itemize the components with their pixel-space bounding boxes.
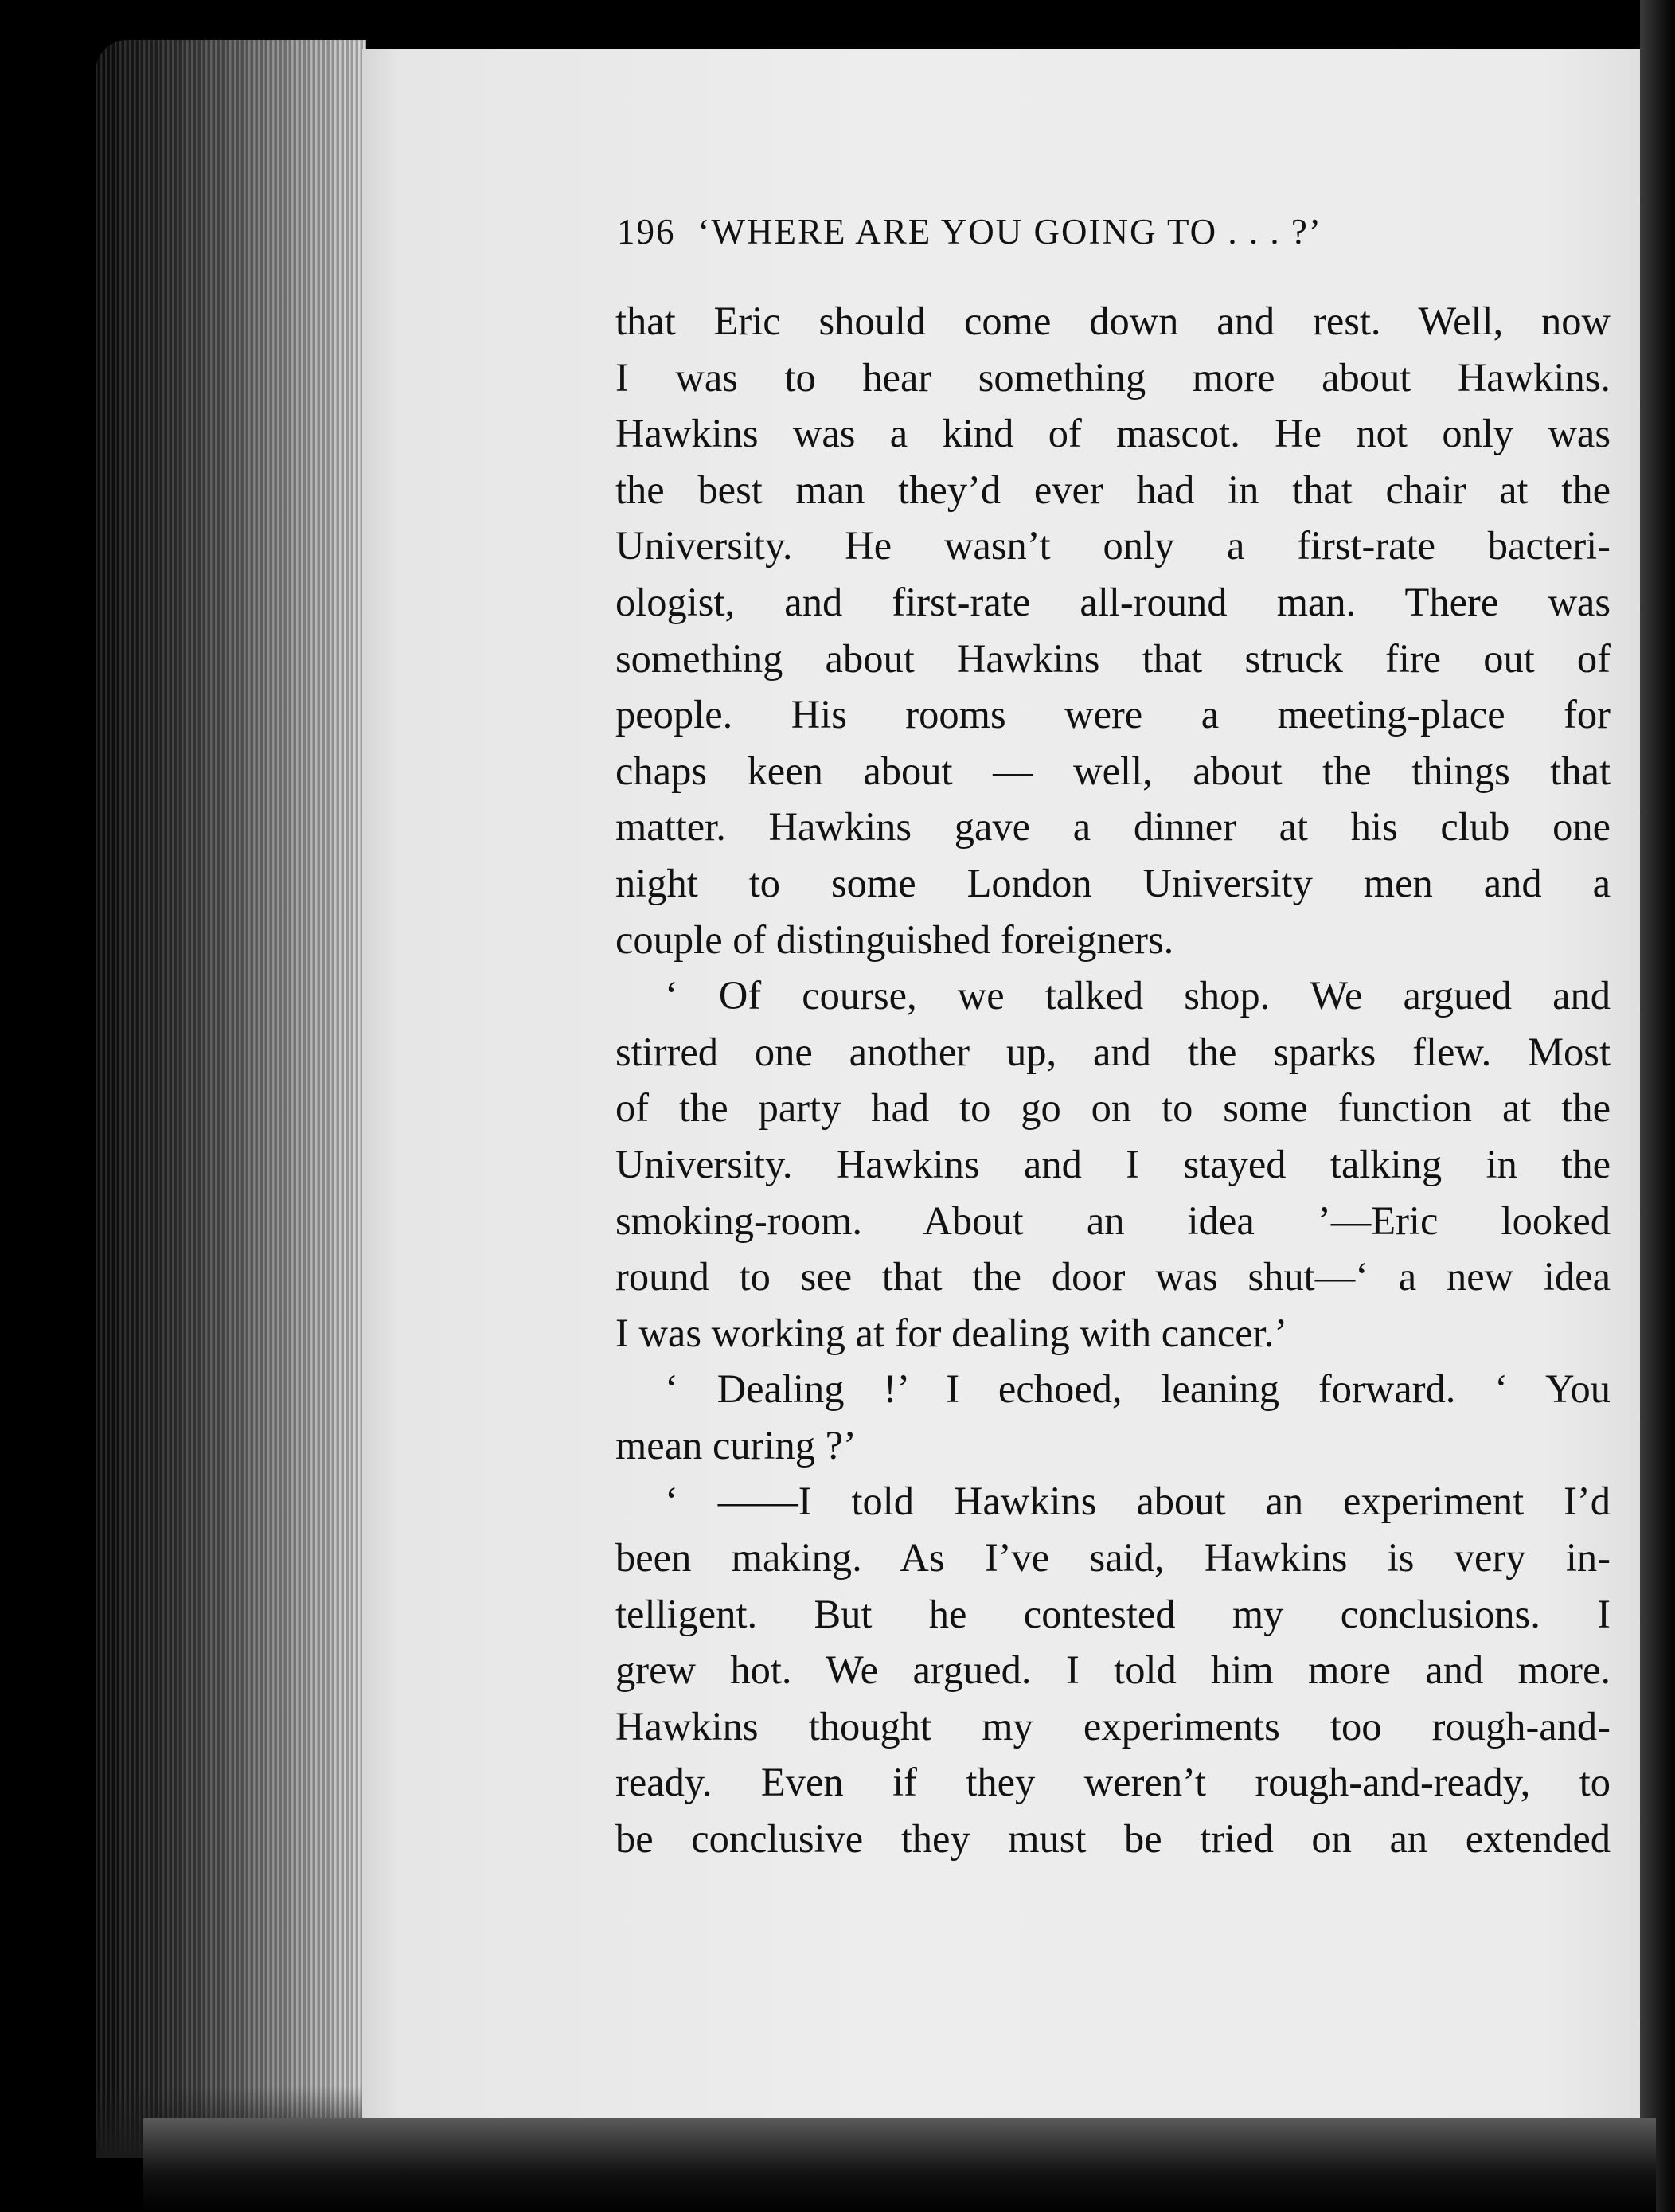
- running-head: [617, 211, 1620, 252]
- text-line: ologist, and first-rate all-round man. There was: [615, 579, 1611, 624]
- text-line: the best man they’d ever had in that chair at the: [615, 467, 1611, 512]
- text-line: been making. As I’ve said, Hawkins is very in-: [615, 1535, 1611, 1581]
- text-line: matter. Hawkins gave a dinner at his club one: [615, 804, 1611, 850]
- text-line: something about Hawkins that struck fire out of: [615, 635, 1611, 681]
- text-line: I was to hear something more about Hawkins.: [615, 354, 1611, 400]
- text-line: ‘ ——I told Hawkins about an experiment I’d: [665, 1479, 1611, 1524]
- text-line: telligent. But he contested my conclusions. I: [615, 1591, 1611, 1636]
- body-text: [615, 293, 1611, 1867]
- text-line: Hawkins thought my experiments too rough-and-: [615, 1703, 1611, 1749]
- text-line: stirred one another up, and the sparks flew. Most: [615, 1029, 1611, 1074]
- text-line: smoking-room. About an idea ’—Eric looked: [615, 1198, 1611, 1243]
- text-line: couple of distinguished foreigners.: [615, 916, 1174, 962]
- scan-right-margin: [1640, 0, 1675, 2212]
- text-line: chaps keen about — well, about the things that: [615, 748, 1611, 793]
- text-line: that Eric should come down and rest. Well, now: [615, 299, 1611, 343]
- text-line: University. Hawkins and I stayed talking in the: [615, 1141, 1611, 1186]
- text-line: ‘ Of course, we talked shop. We argued and: [665, 973, 1611, 1018]
- book-page-edges: [96, 40, 366, 2158]
- text-line: of the party had to go on to some function at the: [615, 1085, 1611, 1131]
- text-line: grew hot. We argued. I told him more and more.: [615, 1647, 1611, 1693]
- text-line: night to some London University men and a: [615, 860, 1611, 905]
- text-line: round to see that the door was shut—‘ a new idea: [615, 1254, 1611, 1299]
- text-line: I was working at for dealing with cancer.’: [615, 1310, 1288, 1355]
- scan-bottom-margin: [143, 2118, 1656, 2212]
- page-number: 196: [617, 212, 676, 252]
- text-line: people. His rooms were a meeting-place for: [615, 692, 1611, 737]
- running-title: ‘WHERE ARE YOU GOING TO . . . ?’: [697, 212, 1322, 252]
- text-line: University. He wasn’t only a first-rate bacteri-: [615, 523, 1611, 569]
- text-line: ‘ Dealing !’ I echoed, leaning forward. ‘ You: [665, 1366, 1611, 1412]
- text-line: Hawkins was a kind of mascot. He not only was: [615, 411, 1611, 456]
- text-line: be conclusive they must be tried on an extended: [615, 1816, 1611, 1862]
- text-line: mean curing ?’: [615, 1422, 857, 1468]
- text-line: ready. Even if they weren’t rough-and-ready, to: [615, 1760, 1611, 1805]
